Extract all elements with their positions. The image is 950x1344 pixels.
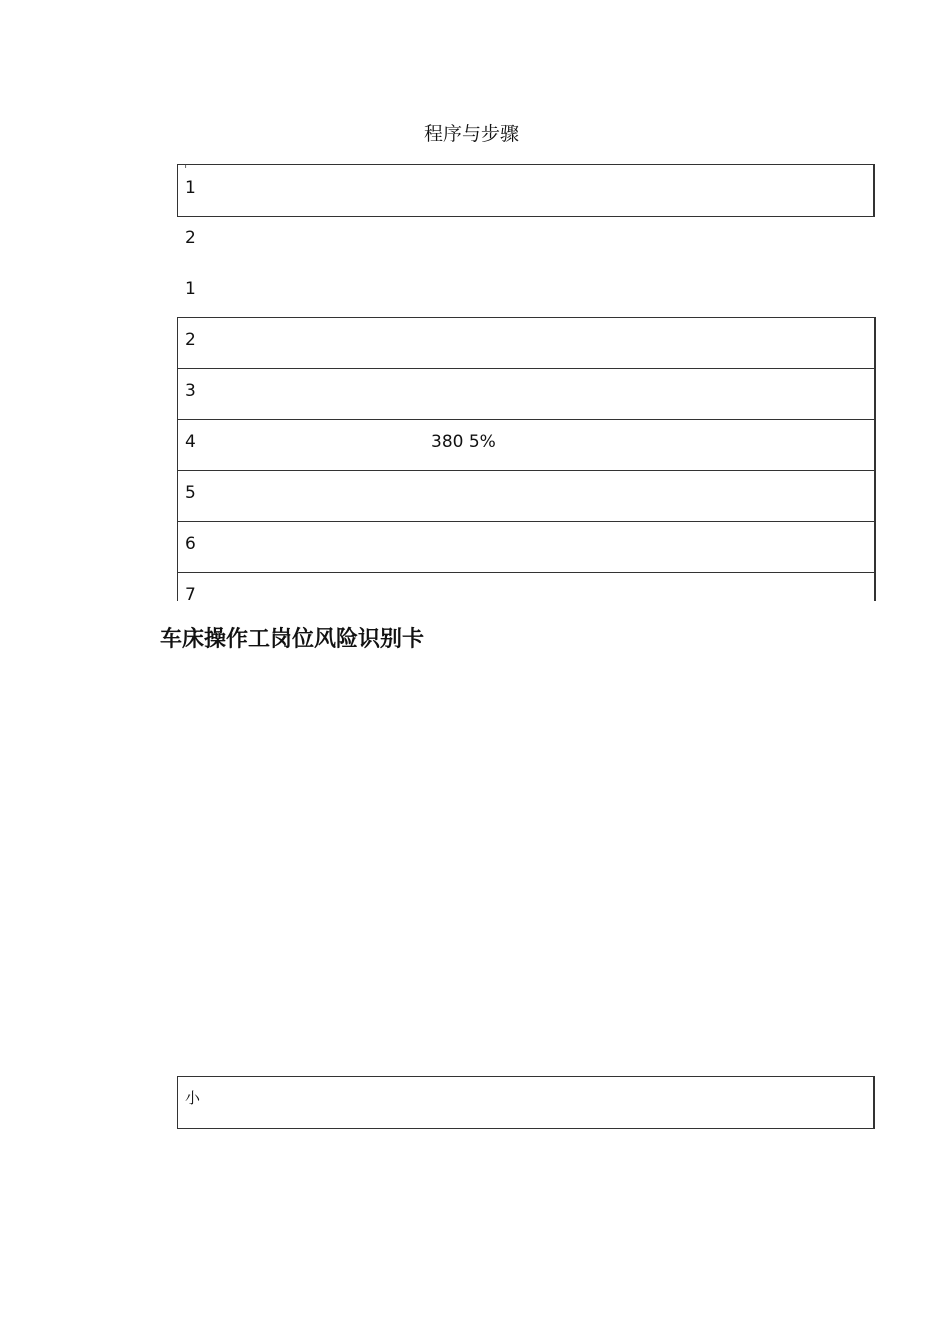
row-number: 5	[185, 483, 196, 503]
step-box-1	[177, 164, 875, 217]
row-number: 4	[185, 432, 196, 452]
table-row	[178, 318, 874, 369]
table-row	[178, 369, 874, 420]
steps-table	[177, 317, 876, 601]
table-row	[178, 573, 874, 601]
bottom-box-glyph: 小	[185, 1089, 201, 1107]
table-row	[178, 420, 874, 471]
corner-mark: ˈ	[184, 163, 188, 177]
row-number: 3	[185, 381, 196, 401]
bottom-box	[177, 1076, 875, 1129]
page-title: 车床操作工岗位风险识别卡	[160, 627, 425, 652]
procedure-heading: 程序与步骤	[424, 123, 520, 145]
step-number-1: 1	[185, 178, 196, 198]
step-line-b: 1	[185, 279, 196, 299]
step-line-a: 2	[185, 228, 196, 248]
row-number: 7	[185, 585, 196, 601]
row-value: 380 5%	[431, 432, 496, 452]
table-row	[178, 471, 874, 522]
table-row	[178, 522, 874, 573]
row-number: 6	[185, 534, 196, 554]
row-number: 2	[185, 330, 196, 350]
